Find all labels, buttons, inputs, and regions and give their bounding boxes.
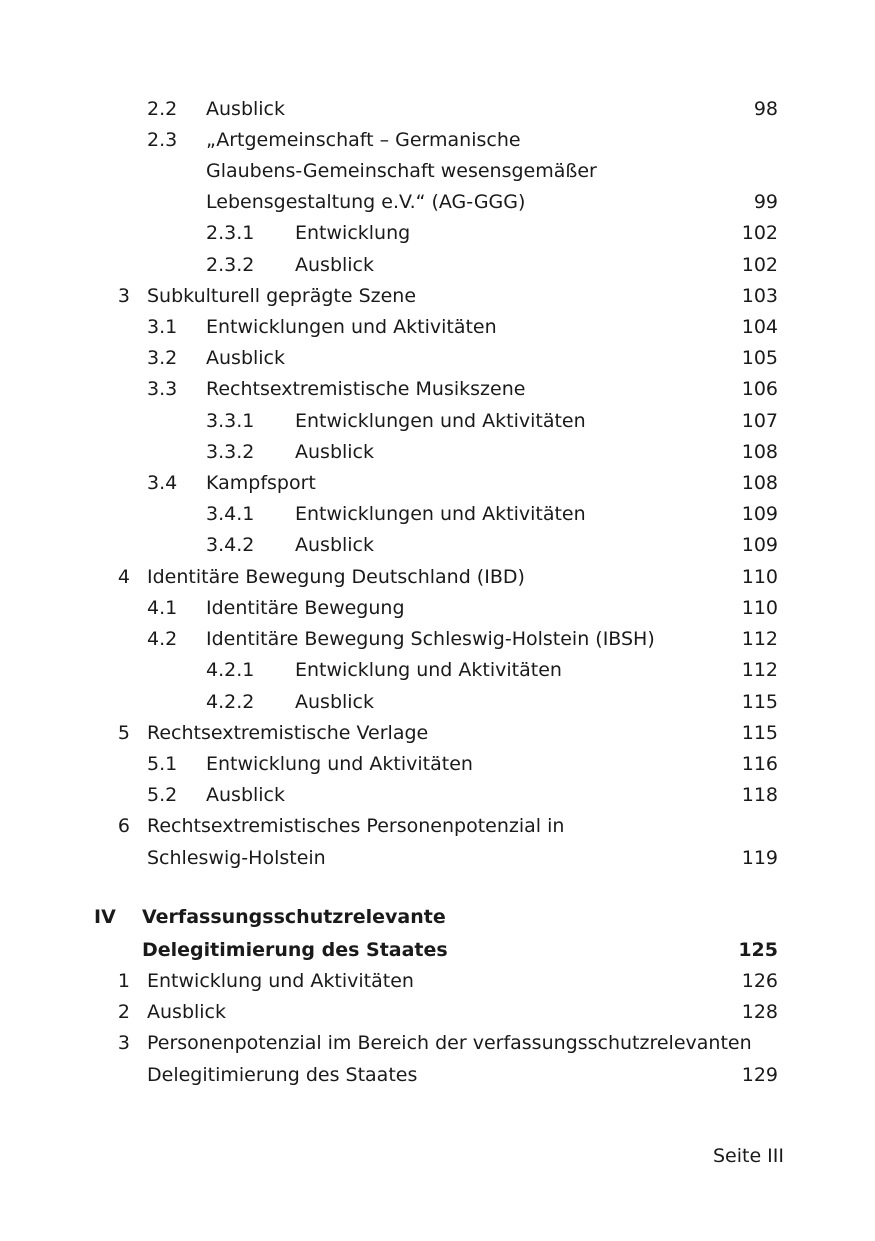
toc-entry xyxy=(0,219,875,247)
toc-entry xyxy=(0,594,875,622)
toc-entry-title: Entwicklung und Aktivitäten xyxy=(206,753,473,775)
toc-entry-page: 125 xyxy=(738,939,778,961)
toc-entry xyxy=(0,563,875,591)
toc-entry-number: 3.3.2 xyxy=(206,441,255,463)
toc-entry-page: 128 xyxy=(741,1001,778,1023)
toc-entry-title: Identitäre Bewegung Deutschland (IBD) xyxy=(147,566,525,588)
toc-entry-number: 2.3 xyxy=(147,129,178,151)
toc-entry xyxy=(0,188,875,216)
toc-entry-title: Kampfsport xyxy=(206,472,316,494)
toc-entry xyxy=(0,375,875,403)
toc-entry-page: 109 xyxy=(741,503,778,525)
toc-entry-number: 5 xyxy=(117,722,130,744)
toc-entry-page: 118 xyxy=(741,784,778,806)
toc-entry-number: 3.3.1 xyxy=(206,410,255,432)
toc-entry-title: Subkulturell geprägte Szene xyxy=(147,285,417,307)
toc-entry xyxy=(0,750,875,778)
toc-entry-page: 109 xyxy=(741,534,778,556)
toc-entry-title: Ausblick xyxy=(295,254,375,276)
toc-entry-title: Verfassungsschutzrelevante xyxy=(142,906,446,928)
toc-entry-number: 5.2 xyxy=(147,784,178,806)
toc-entry-title: Lebensgestaltung e.V.“ (AG-GGG) xyxy=(206,191,526,213)
toc-entry xyxy=(0,967,875,995)
toc-entry-title: Glaubens-Gemeinschaft wesensgemäßer xyxy=(206,160,597,182)
toc-entry-title: Ausblick xyxy=(295,691,375,713)
toc-entry-number: 3.4 xyxy=(147,472,178,494)
toc-entry-number: 1 xyxy=(117,970,130,992)
toc-entry-number: 4 xyxy=(117,566,130,588)
toc-entry-number: 3 xyxy=(117,1032,130,1054)
toc-entry xyxy=(0,251,875,279)
toc-entry-page: 107 xyxy=(741,410,778,432)
toc-entry-page: 108 xyxy=(741,441,778,463)
toc-entry-number: 5.1 xyxy=(147,753,178,775)
toc-entry-number: 3 xyxy=(117,285,130,307)
toc-entry-page: 126 xyxy=(741,970,778,992)
toc-entry-title: „Artgemeinschaft – Germanische xyxy=(206,129,521,151)
toc-entry xyxy=(0,903,875,931)
toc-entry-number: 4.2.1 xyxy=(206,659,255,681)
toc-entry xyxy=(0,1029,875,1057)
toc-entry xyxy=(0,313,875,341)
toc-entry-title: Ausblick xyxy=(295,441,375,463)
toc-entry-title: Entwicklung und Aktivitäten xyxy=(295,659,562,681)
toc-entry-page: 115 xyxy=(741,691,778,713)
toc-entry-number: 3.1 xyxy=(147,316,178,338)
toc-entry xyxy=(0,469,875,497)
page-number: Seite III xyxy=(712,1145,784,1167)
toc-entry-page: 115 xyxy=(741,722,778,744)
toc-entry xyxy=(0,719,875,747)
toc-entry-number: 3.4.2 xyxy=(206,534,255,556)
toc-entry xyxy=(0,936,875,964)
toc-entry-title: Identitäre Bewegung Schleswig-Holstein (IBSH) xyxy=(206,628,655,650)
toc-entry-title: Ausblick xyxy=(206,784,286,806)
toc-entry xyxy=(0,998,875,1026)
toc-entry xyxy=(0,344,875,372)
toc-entry-title: Ausblick xyxy=(295,534,375,556)
toc-entry-number: 3.3 xyxy=(147,378,178,400)
toc-entry-number: 2 xyxy=(117,1001,130,1023)
toc-entry xyxy=(0,500,875,528)
toc-entry xyxy=(0,812,875,840)
toc-entry-page: 98 xyxy=(753,98,778,120)
toc-entry xyxy=(0,157,875,185)
toc-entry xyxy=(0,656,875,684)
toc-entry-number: 4.1 xyxy=(147,597,178,619)
toc-entry-title: Entwicklung und Aktivitäten xyxy=(147,970,414,992)
toc-entry-number: 2.2 xyxy=(147,98,178,120)
toc-entry xyxy=(0,688,875,716)
toc-entry xyxy=(0,625,875,653)
toc-entry-page: 103 xyxy=(741,285,778,307)
toc-entry-page: 104 xyxy=(741,316,778,338)
toc-entry-title: Schleswig-Holstein xyxy=(147,847,326,869)
toc-entry xyxy=(0,95,875,123)
toc-entry xyxy=(0,438,875,466)
toc-entry-page: 110 xyxy=(741,566,778,588)
toc-entry-title: Rechtsextremistische Musikszene xyxy=(206,378,526,400)
toc-entry-page: 129 xyxy=(741,1064,778,1086)
toc-entry-page: 108 xyxy=(741,472,778,494)
toc-entry xyxy=(0,844,875,872)
toc-entry-title: Rechtsextremistische Verlage xyxy=(147,722,429,744)
toc-entry-number: 2.3.2 xyxy=(206,254,255,276)
toc-entry-page: 116 xyxy=(741,753,778,775)
toc-entry-title: Entwicklungen und Aktivitäten xyxy=(295,410,586,432)
toc-entry xyxy=(0,781,875,809)
toc-entry-title: Rechtsextremistisches Personenpotenzial in xyxy=(147,815,565,837)
toc-entry-title: Entwicklungen und Aktivitäten xyxy=(295,503,586,525)
toc-entry-number: 4.2.2 xyxy=(206,691,255,713)
toc-entry xyxy=(0,531,875,559)
toc-entry-number: 3.4.1 xyxy=(206,503,255,525)
toc-entry xyxy=(0,407,875,435)
toc-entry-title: Personenpotenzial im Bereich der verfassungsschutzrelevanten xyxy=(147,1032,752,1054)
toc-entry-page: 105 xyxy=(741,347,778,369)
toc-entry-number: 3.2 xyxy=(147,347,178,369)
toc-entry-title: Ausblick xyxy=(147,1001,227,1023)
toc-entry-title: Delegitimierung des Staates xyxy=(147,1064,418,1086)
toc-entry-number: 2.3.1 xyxy=(206,222,255,244)
toc-entry-title: Entwicklungen und Aktivitäten xyxy=(206,316,497,338)
toc-entry-title: Ausblick xyxy=(206,98,286,120)
toc-entry-title: Identitäre Bewegung xyxy=(206,597,405,619)
toc-entry-number: 4.2 xyxy=(147,628,178,650)
toc-entry-page: 106 xyxy=(741,378,778,400)
toc-entry-number: 6 xyxy=(117,815,130,837)
toc-entry-title: Ausblick xyxy=(206,347,286,369)
toc-entry-number: IV xyxy=(94,906,116,928)
toc-entry-page: 112 xyxy=(741,659,778,681)
toc-entry-page: 112 xyxy=(741,628,778,650)
toc-entry-page: 119 xyxy=(741,847,778,869)
toc-entry-page: 110 xyxy=(741,597,778,619)
toc-entry xyxy=(0,1061,875,1089)
toc-entry-title: Entwicklung xyxy=(295,222,411,244)
toc-entry xyxy=(0,126,875,154)
toc-entry xyxy=(0,282,875,310)
toc-entry-page: 102 xyxy=(741,254,778,276)
toc-entry-page: 99 xyxy=(753,191,778,213)
toc-entry-title: Delegitimierung des Staates xyxy=(142,939,448,961)
toc-entry-page: 102 xyxy=(741,222,778,244)
